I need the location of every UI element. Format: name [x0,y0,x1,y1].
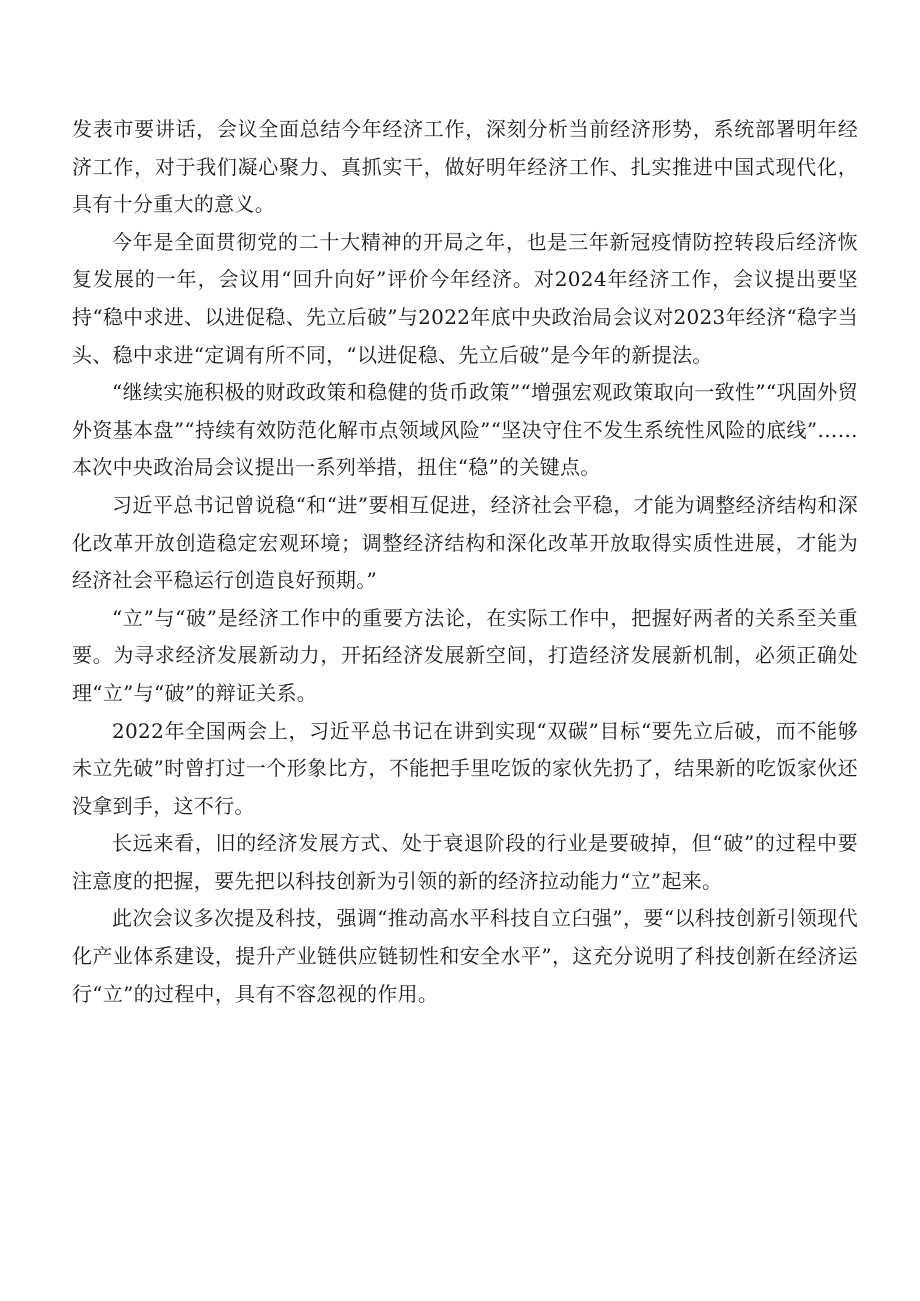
paragraph-4: 习近平总书记曾说稳“和“进”要相互促进，经济社会平稳，才能为调整经济结构和深化改革开放创造稳定宏观环境；调整经济结构和深化改革开放取得实质性进展，才能为经济社会平稳运行创造良好预期。” [72,492,858,593]
article-body [72,111,858,1013]
paragraph-7: 长远来看，旧的经济发展方式、处于衰退阶段的行业是要破掉，但“破”的过程中要注意度的把握，要先把以科技创新为引领的新的经济拉动能力“立”起来。 [72,831,858,893]
paragraph-3: “继续实施积极的财政政策和稳健的货币政策”“增强宏观政策取向一致性”“巩固外贸外资基本盘”“持续有效防范化解市点领域风险”“坚决守住不发生系统性风险的底线”……本次中央政治局会议提出一系列举措，扭住“稳”的关键点。 [72,380,858,480]
paragraph-8: 此次会议多次提及科技，强调“推动高水平科技自立臼强”，要“以科技创新引领现代化产业体系建设，提升产业链供应链韧性和安全水平”，这充分说明了科技创新在经济运行“立”的过程中，具有不容忽视的作用。 [72,906,858,1006]
paragraph-6: 2022年全国两会上，习近平总书记在讲到实现“双碳”目标“要先立后破，而不能够未立先破”时曾打过一个形象比方，不能把手里吃饭的家伙先扔了，结果新的吃饭家伙还没拿到手，这不行。 [72,718,858,818]
paragraph-1: 发表市要讲话，会议全面总结今年经济工作，深刻分析当前经济形势，系统部署明年经济工作，对于我们凝心聚力、真抓实干，做好明年经济工作、扎实推进中国式现代化，具有十分重大的意义。 [72,117,858,217]
paragraph-2: 今年是全面贯彻党的二十大精神的开局之年，也是三年新冠疫情防控转段后经济恢复发展的一年，会议用“回升向好”评价今年经济。对2024年经济工作，会议提出要坚持“稳中求进、以进促稳、先立后破”与2022年底中央政治局会议对2023年经济“稳字当头、稳中求进“定调有所不同，“以进促稳、先立后破”是今年的新提法。 [72,229,858,367]
paragraph-5: “立”与“破”是经济工作中的重要方法论，在实际工作中，把握好两者的关系至关重要。为寻求经济发展新动力，开拓经济发展新空间，打造经济发展新机制，必须正确处理“立”与“破”的辩证关系。 [72,605,858,705]
